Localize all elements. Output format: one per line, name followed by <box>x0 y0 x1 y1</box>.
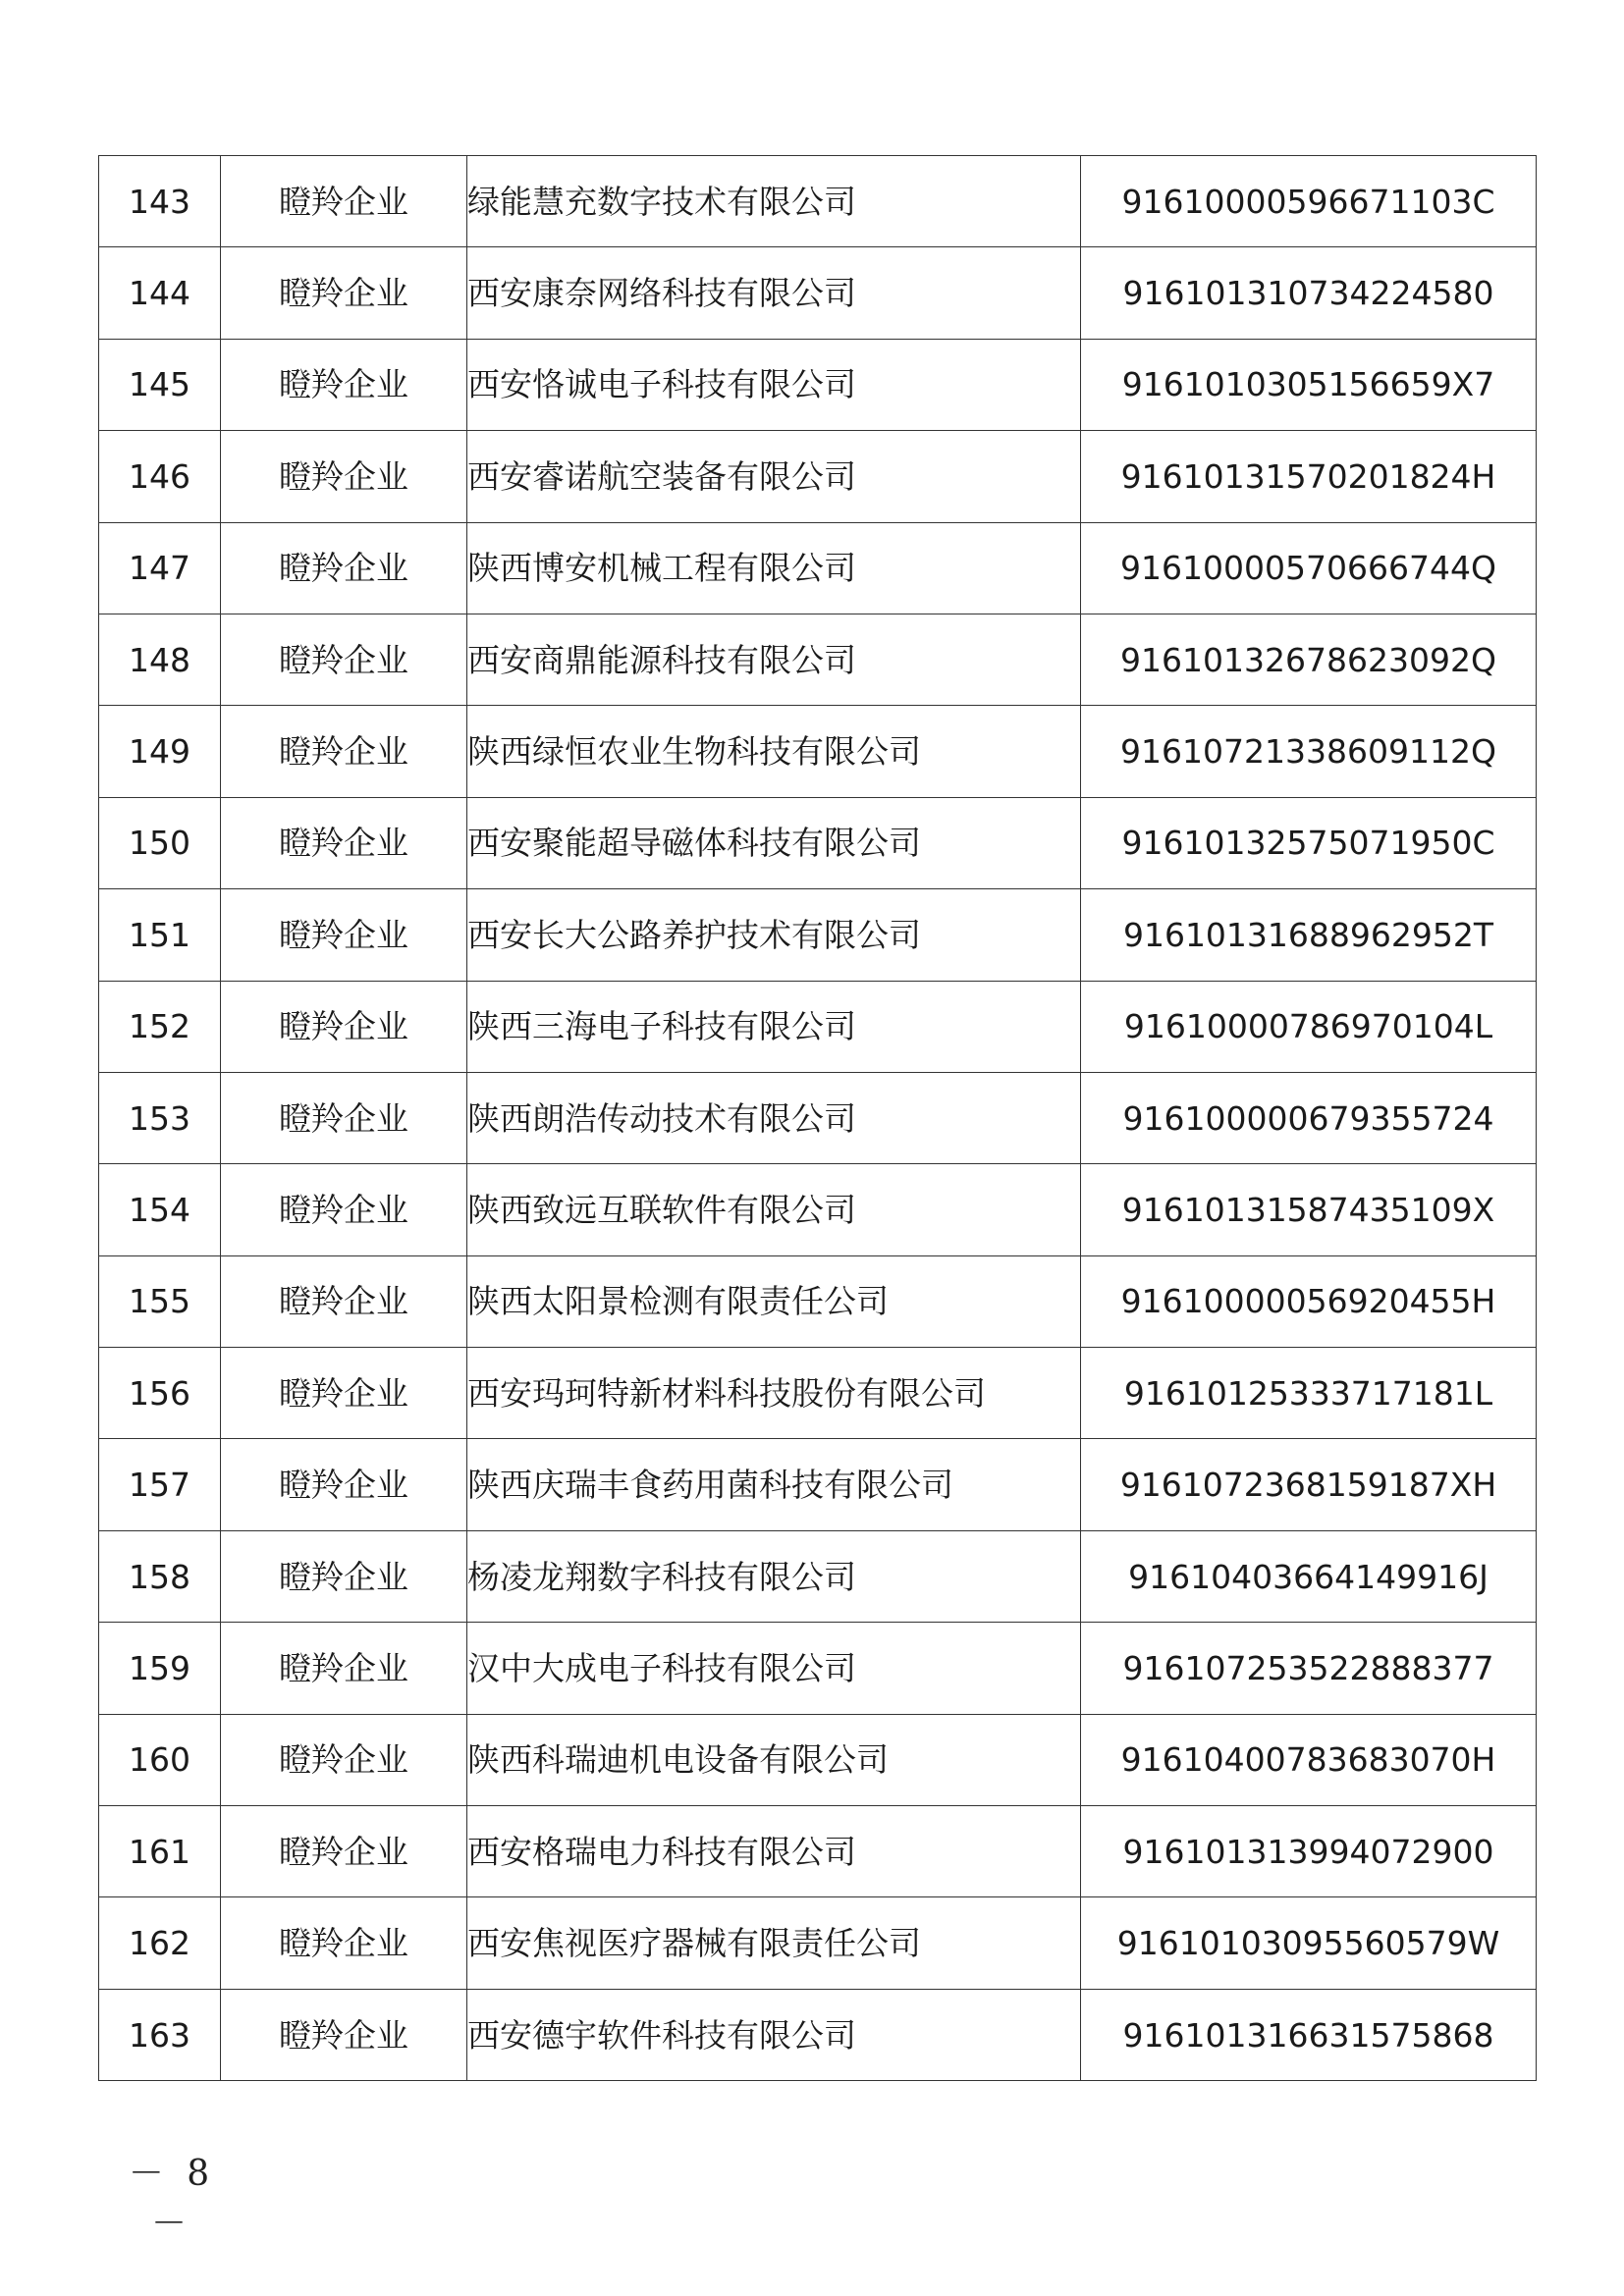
credit-code: 91610000056920455H <box>1081 1255 1537 1347</box>
company-name: 汉中大成电子科技有限公司 <box>467 1623 1081 1714</box>
row-number: 144 <box>99 247 221 339</box>
company-name: 陕西科瑞迪机电设备有限公司 <box>467 1714 1081 1805</box>
enterprise-type: 瞪羚企业 <box>221 614 467 705</box>
credit-code: 916101310734224580 <box>1081 247 1537 339</box>
table-row <box>99 614 1537 705</box>
company-name: 西安德宇软件科技有限公司 <box>467 1989 1081 2080</box>
credit-code: 9161010305156659X7 <box>1081 339 1537 430</box>
credit-code: 91610000786970104L <box>1081 981 1537 1072</box>
credit-code: 91610131587435109X <box>1081 1164 1537 1255</box>
table-row <box>99 1897 1537 1989</box>
company-name: 西安长大公路养护技术有限公司 <box>467 889 1081 981</box>
enterprise-type: 瞪羚企业 <box>221 522 467 614</box>
company-name: 西安聚能超导磁体科技有限公司 <box>467 797 1081 888</box>
table-row <box>99 1806 1537 1897</box>
table-row <box>99 1072 1537 1163</box>
company-name: 陕西博安机械工程有限公司 <box>467 522 1081 614</box>
table-row <box>99 889 1537 981</box>
row-number: 147 <box>99 522 221 614</box>
table-row <box>99 156 1537 247</box>
table-row <box>99 247 1537 339</box>
table-body <box>99 156 1537 2081</box>
table-row <box>99 1164 1537 1255</box>
enterprise-type: 瞪羚企业 <box>221 1714 467 1805</box>
credit-code: 91610400783683070H <box>1081 1714 1537 1805</box>
company-name: 陕西庆瑞丰食药用菌科技有限公司 <box>467 1439 1081 1530</box>
enterprise-type: 瞪羚企业 <box>221 1348 467 1439</box>
company-name: 杨凌龙翔数字科技有限公司 <box>467 1530 1081 1622</box>
enterprise-type: 瞪羚企业 <box>221 1897 467 1989</box>
company-name: 西安恪诚电子科技有限公司 <box>467 339 1081 430</box>
row-number: 161 <box>99 1806 221 1897</box>
row-number: 152 <box>99 981 221 1072</box>
table-row <box>99 797 1537 888</box>
credit-code: 91610103095560579W <box>1081 1897 1537 1989</box>
row-number: 157 <box>99 1439 221 1530</box>
credit-code: 91610131688962952T <box>1081 889 1537 981</box>
table-row <box>99 339 1537 430</box>
table-row <box>99 1989 1537 2080</box>
credit-code: 91610000596671103C <box>1081 156 1537 247</box>
row-number: 146 <box>99 431 221 522</box>
company-name: 陕西致远互联软件有限公司 <box>467 1164 1081 1255</box>
table-row <box>99 522 1537 614</box>
row-number: 148 <box>99 614 221 705</box>
enterprise-type: 瞪羚企业 <box>221 1072 467 1163</box>
table-row <box>99 1439 1537 1530</box>
enterprise-type: 瞪羚企业 <box>221 1530 467 1622</box>
enterprise-type: 瞪羚企业 <box>221 431 467 522</box>
row-number: 155 <box>99 1255 221 1347</box>
credit-code: 91610132575071950C <box>1081 797 1537 888</box>
row-number: 151 <box>99 889 221 981</box>
enterprise-list-table <box>98 155 1537 2081</box>
table-row <box>99 1714 1537 1805</box>
company-name: 西安玛珂特新材料科技股份有限公司 <box>467 1348 1081 1439</box>
row-number: 149 <box>99 706 221 797</box>
row-number: 153 <box>99 1072 221 1163</box>
company-name: 西安焦视医疗器械有限责任公司 <box>467 1897 1081 1989</box>
credit-code: 916107253522888377 <box>1081 1623 1537 1714</box>
credit-code: 91610721338609112Q <box>1081 706 1537 797</box>
table-row <box>99 1348 1537 1439</box>
credit-code: 91610125333717181L <box>1081 1348 1537 1439</box>
credit-code: 916101313994072900 <box>1081 1806 1537 1897</box>
company-name: 西安康奈网络科技有限公司 <box>467 247 1081 339</box>
row-number: 156 <box>99 1348 221 1439</box>
company-name: 陕西三海电子科技有限公司 <box>467 981 1081 1072</box>
company-name: 陕西朗浩传动技术有限公司 <box>467 1072 1081 1163</box>
credit-code: 916101316631575868 <box>1081 1989 1537 2080</box>
row-number: 150 <box>99 797 221 888</box>
enterprise-type: 瞪羚企业 <box>221 1255 467 1347</box>
credit-code: 91610131570201824H <box>1081 431 1537 522</box>
company-name: 西安格瑞电力科技有限公司 <box>467 1806 1081 1897</box>
row-number: 154 <box>99 1164 221 1255</box>
table-row <box>99 981 1537 1072</box>
company-name: 陕西太阳景检测有限责任公司 <box>467 1255 1081 1347</box>
enterprise-type: 瞪羚企业 <box>221 247 467 339</box>
enterprise-type: 瞪羚企业 <box>221 1439 467 1530</box>
row-number: 159 <box>99 1623 221 1714</box>
row-number: 145 <box>99 339 221 430</box>
page-number: － 8 － <box>128 2154 216 2244</box>
table-row <box>99 706 1537 797</box>
table-row <box>99 1623 1537 1714</box>
enterprise-type: 瞪羚企业 <box>221 156 467 247</box>
company-name: 绿能慧充数字技术有限公司 <box>467 156 1081 247</box>
enterprise-type: 瞪羚企业 <box>221 889 467 981</box>
credit-code: 9161072368159187XH <box>1081 1439 1537 1530</box>
enterprise-type: 瞪羚企业 <box>221 1989 467 2080</box>
row-number: 162 <box>99 1897 221 1989</box>
enterprise-type: 瞪羚企业 <box>221 981 467 1072</box>
enterprise-type: 瞪羚企业 <box>221 797 467 888</box>
enterprise-type: 瞪羚企业 <box>221 706 467 797</box>
credit-code: 91610000570666744Q <box>1081 522 1537 614</box>
table-row <box>99 431 1537 522</box>
company-name: 西安商鼎能源科技有限公司 <box>467 614 1081 705</box>
company-name: 陕西绿恒农业生物科技有限公司 <box>467 706 1081 797</box>
row-number: 163 <box>99 1989 221 2080</box>
enterprise-type: 瞪羚企业 <box>221 1623 467 1714</box>
enterprise-type: 瞪羚企业 <box>221 1164 467 1255</box>
enterprise-type: 瞪羚企业 <box>221 339 467 430</box>
company-name: 西安睿诺航空装备有限公司 <box>467 431 1081 522</box>
enterprise-type: 瞪羚企业 <box>221 1806 467 1897</box>
row-number: 160 <box>99 1714 221 1805</box>
credit-code: 916100000679355724 <box>1081 1072 1537 1163</box>
credit-code: 91610132678623092Q <box>1081 614 1537 705</box>
table-row <box>99 1255 1537 1347</box>
row-number: 158 <box>99 1530 221 1622</box>
table-row <box>99 1530 1537 1622</box>
credit-code: 91610403664149916J <box>1081 1530 1537 1622</box>
row-number: 143 <box>99 156 221 247</box>
